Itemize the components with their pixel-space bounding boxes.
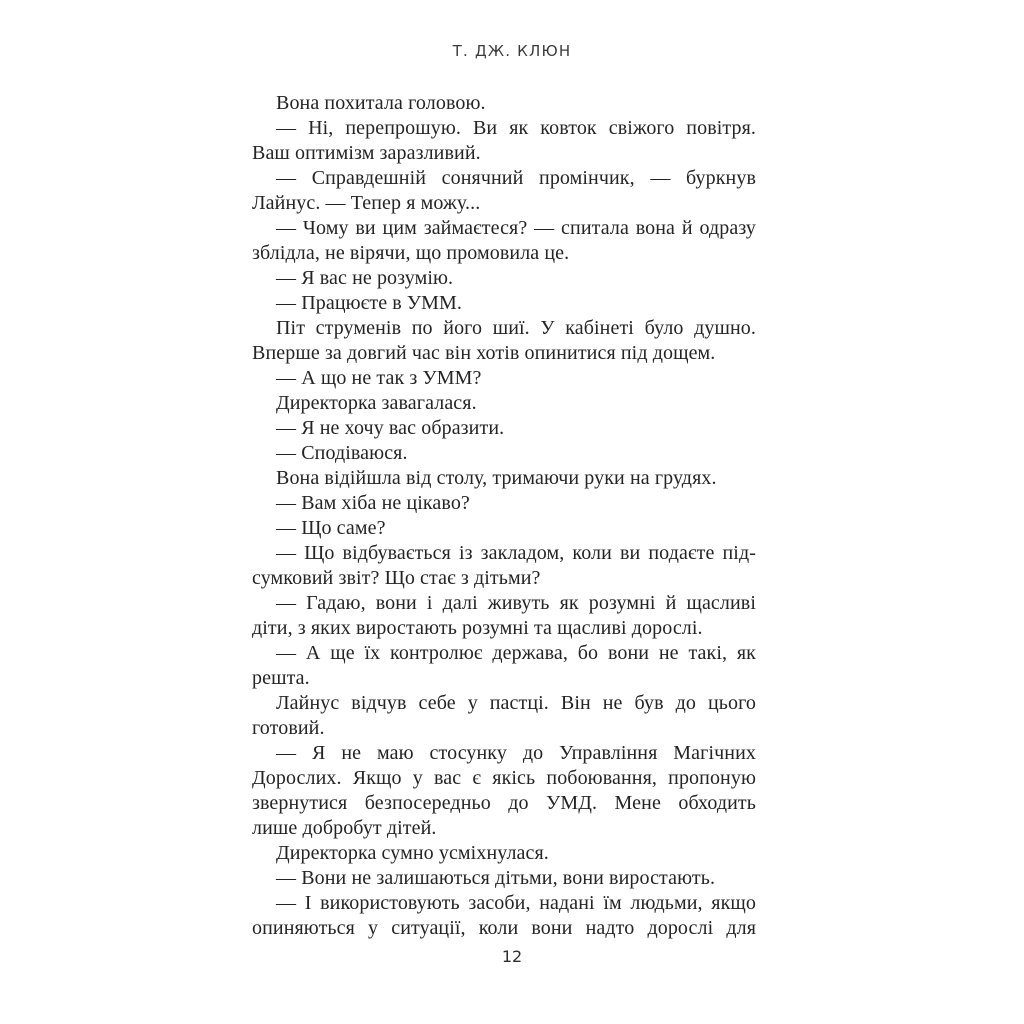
text-line: Вперше за довгий час він хотів опинитися під дощем.	[252, 342, 716, 364]
text-line: — Я не хочу вас образити.	[276, 417, 505, 439]
text-line: Вона похитала головою.	[276, 92, 486, 114]
text-line: — А що не так з УММ?	[276, 367, 482, 389]
paragraph	[252, 266, 756, 291]
paragraph	[252, 91, 756, 116]
running-header: Т. ДЖ. КЛЮН	[452, 42, 572, 60]
text-line: Піт струменів по його шиї. У кабінеті було душно.	[276, 317, 756, 339]
paragraph	[252, 516, 756, 541]
paragraph	[252, 841, 756, 866]
text-line: — Ні, перепрошую. Ви як ковток свіжого повітря.	[276, 117, 756, 139]
paragraph	[252, 116, 756, 166]
text-line: — Справдешній сонячний промінчик, — буркнув	[276, 167, 756, 189]
paragraph	[252, 691, 756, 741]
text-line: — Працюєте в УММ.	[276, 292, 463, 314]
paragraph	[252, 466, 756, 491]
text-line: Директорка завагалася.	[276, 392, 477, 414]
text-line: — Вони не залишаються дітьми, вони виростають.	[276, 867, 716, 889]
text-line: Лайнус. — Тепер я можу...	[252, 192, 481, 214]
text-line: Ваш оптимізм заразливий.	[252, 142, 481, 164]
text-line: — Що саме?	[276, 517, 386, 539]
text-line: — Сподіваюся.	[276, 442, 408, 464]
paragraph	[252, 366, 756, 391]
paragraph	[252, 216, 756, 266]
text-line: Дорослих. Якщо у вас є якісь побоювання, пропоную	[252, 767, 756, 789]
text-line: звернутися безпосередньо до УМД. Мене обходить	[252, 792, 756, 814]
text-line: решта.	[252, 667, 310, 689]
paragraph	[252, 741, 756, 841]
paragraph	[252, 166, 756, 216]
paragraph	[252, 891, 756, 941]
text-line: — І використовують засоби, надані їм людьми, якщо	[276, 892, 756, 914]
text-line: Лайнус відчув себе у пастці. Він не був до цього	[276, 692, 756, 714]
text-line: — Я не маю стосунку до Управління Магічних	[276, 742, 756, 764]
paragraph	[252, 641, 756, 691]
text-line: — Що відбувається із закладом, коли ви подаєте під-	[276, 542, 756, 564]
text-line: — Вам хіба не цікаво?	[276, 492, 470, 514]
text-line: Вона відійшла від столу, тримаючи руки на грудях.	[276, 467, 717, 489]
text-line: діти, з яких виростають розумні та щасливі дорослі.	[252, 617, 703, 639]
text-line: — Чому ви цим займаєтеся? — спитала вона й одразу	[276, 217, 756, 239]
text-line: — Гадаю, вони і далі живуть як розумні й щасливі	[276, 592, 756, 614]
paragraph	[252, 866, 756, 891]
text-line: лише добробут дітей.	[252, 817, 437, 839]
paragraph	[252, 316, 756, 366]
text-line: зблідла, не вірячи, що промовила це.	[252, 242, 570, 264]
text-line: сумковий звіт? Що стає з дітьми?	[252, 567, 541, 589]
text-line: — А ще їх контролює держава, бо вони не такі, як	[276, 642, 756, 664]
book-text	[252, 91, 756, 941]
paragraph	[252, 491, 756, 516]
paragraph	[252, 541, 756, 591]
text-line: Директорка сумно усміхнулася.	[276, 842, 549, 864]
text-line: — Я вас не розумію.	[276, 267, 454, 289]
text-line: опиняються у ситуації, коли вони надто дорослі для	[252, 917, 756, 939]
page-number: 12	[501, 947, 523, 966]
paragraph	[252, 416, 756, 441]
text-line: готовий.	[252, 717, 325, 739]
paragraph	[252, 441, 756, 466]
paragraph	[252, 391, 756, 416]
paragraph	[252, 591, 756, 641]
paragraph	[252, 291, 756, 316]
